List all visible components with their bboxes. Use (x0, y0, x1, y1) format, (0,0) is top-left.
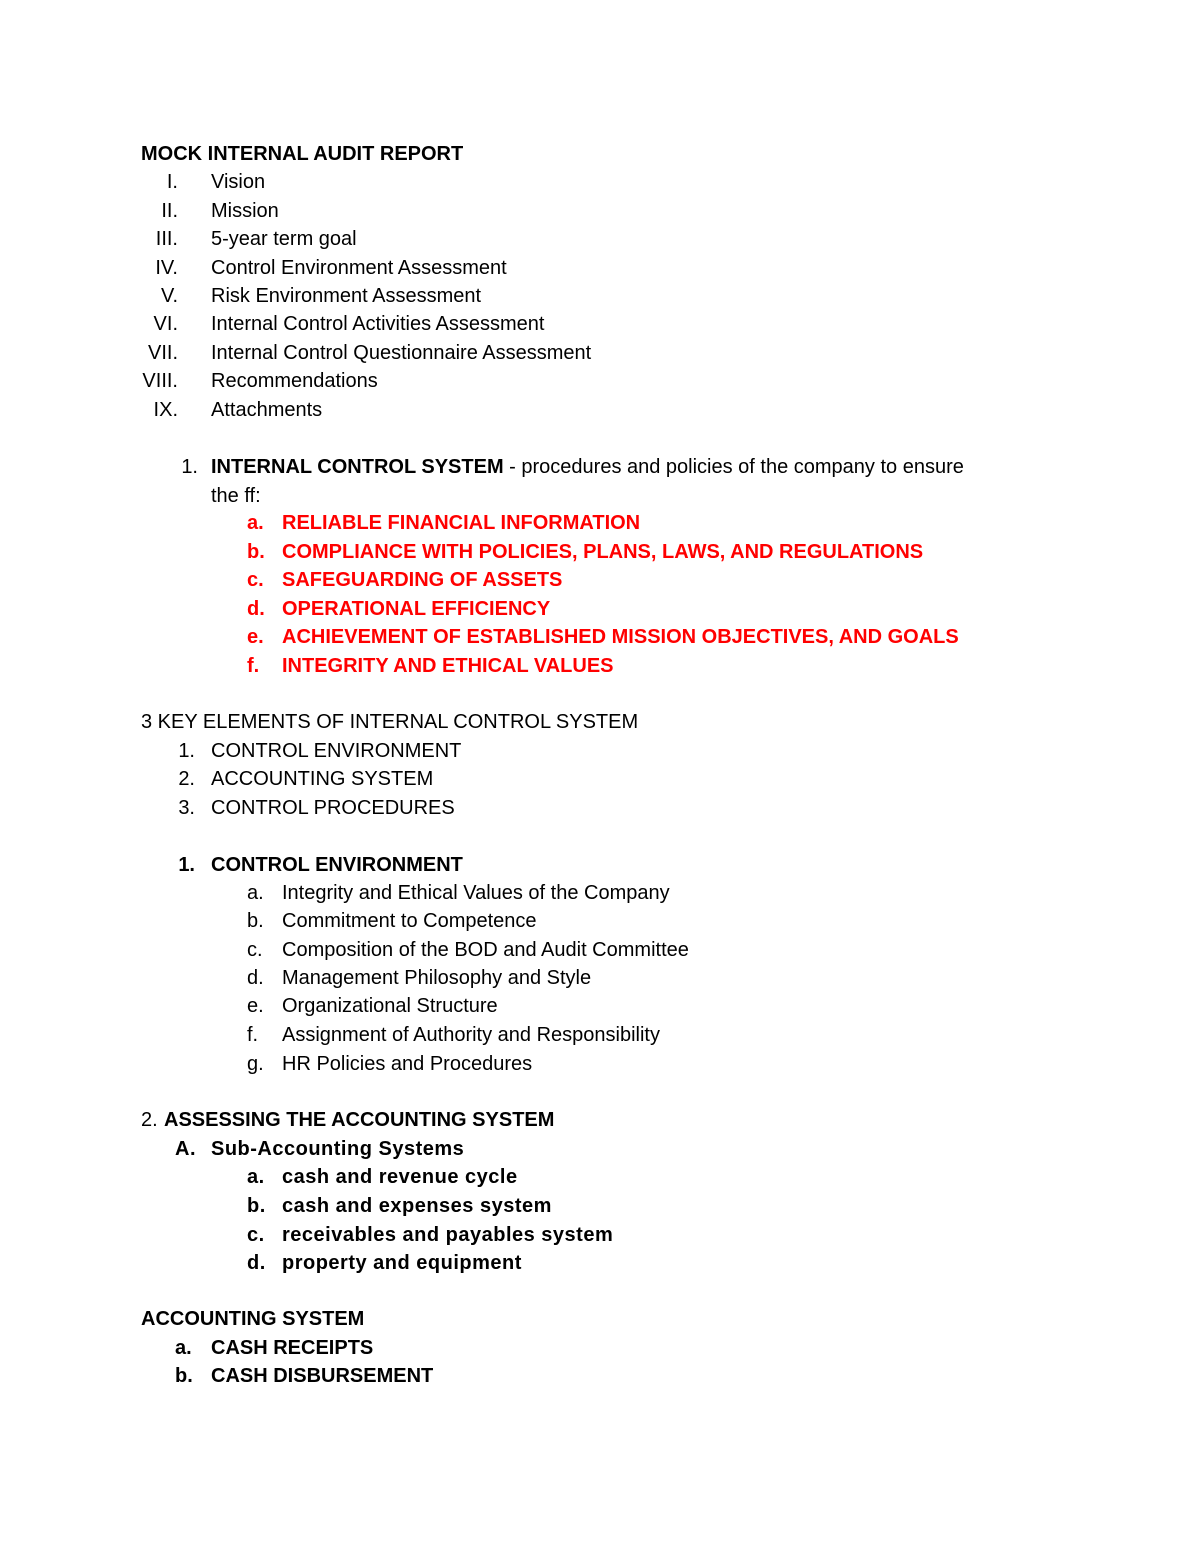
document-page: MOCK INTERNAL AUDIT REPORT I. Vision II. Mission III. 5-year term goal IV. Control Environment Assessment V. Risk Environment Assessment VI. Internal Control Activities Assessment VII. Internal Control Questionnaire Assessment VIII. Recommendations IX. Attachments 1. INTERNAL CONTROL SYSTEM - procedures and policies of the company to ensure the ff: a. RELIABLE FINANCIAL INFORMATION b. COMPLIANCE WITH POLICIES, PLANS, LAWS, AND REGULATIONS c. SAFEGUARDING OF ASSETS d. OPERATIONAL EFFICIENCY e. ACHIEVEMENT OF ESTABLISHED MISSION OBJECTIVES, AND GOALS f. INTEGRITY AND ETHICAL VALUES 3 KEY ELEMENTS OF INTERNAL CONTROL SYSTEM 1. CONTROL ENVIRONMENT 2. ACCOUNTING SYSTEM 3. CONTROL PROCEDURES 1. CONTROL ENVIRONMENT a. Integrity and Ethical Values of the Company b. Commitment to Competence c. Composition of the BOD and Audit Committee d. Management Philosophy and Style e. Organizational Structure f. Assignment of Authority and Responsibility g. HR Policies and Procedures 2. ASSESSING THE ACCOUNTING SYSTEM A. Sub-Accounting Systems a. cash and revenue cycle b. cash and expenses system c. receivables and payables system d. property and equipment ACCOUNTING SYSTEM a. CASH RECEIPTS b. CASH DISBURSEMENT (141, 143, 964, 1387)
